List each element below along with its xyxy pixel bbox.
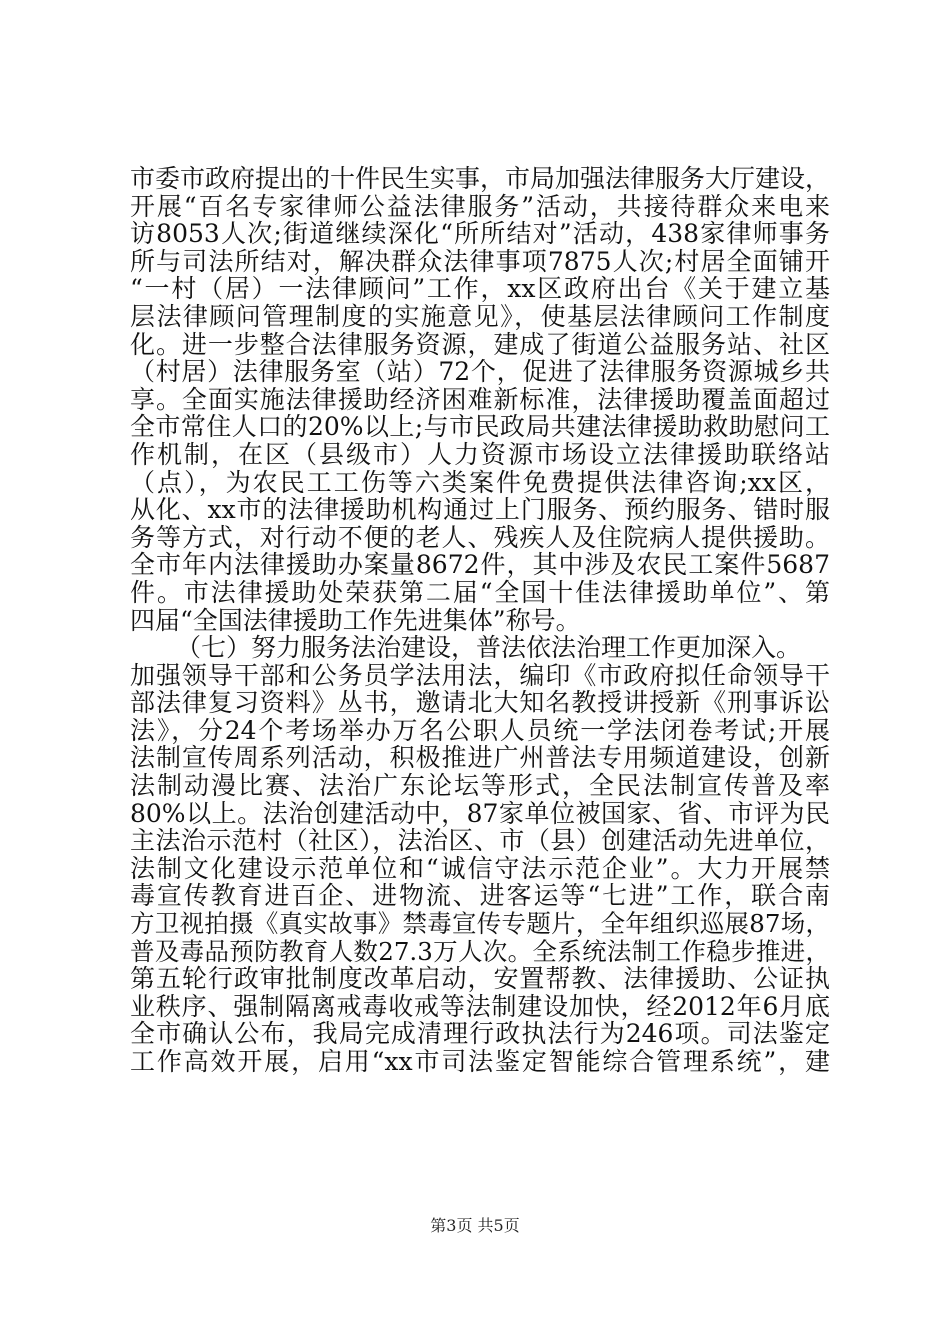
text-line: 方卫视拍摄《真实故事》禁毒宣传专题片，全年组织巡展87场，	[130, 909, 830, 939]
text-line: 工作高效开展，启用“xx市司法鉴定智能综合管理系统”，建	[130, 1047, 830, 1076]
text-line: 法》，分24个考场举办万名公职人员统一学法闭卷考试;开展	[130, 715, 830, 745]
text-line: 法制动漫比赛、法治广东论坛等形式，全民法制宣传普及率	[130, 771, 830, 801]
text-line: “一村（居）一法律顾问”工作，xx区政府出台《关于建立基	[130, 274, 830, 304]
text-line: 件。市法律援助处荣获第二届“全国十佳法律援助单位”、第	[130, 577, 830, 607]
text-line: 业秩序、强制隔离戒毒收戒等法制建设加快，经2012年6月底	[130, 991, 830, 1021]
text-line: 普及毒品预防教育人数27.3万人次。全系统法制工作稳步推进，	[130, 936, 830, 966]
text-line: 从化、xx市的法律援助机构通过上门服务、预约服务、错时服	[130, 495, 830, 525]
text-line: 主法治示范村（社区），法治区、市（县）创建活动先进单位，	[130, 826, 830, 856]
text-line: 法制文化建设示范单位和“诚信守法示范企业”。大力开展禁	[130, 853, 830, 883]
text-line: 第五轮行政审批制度改革启动，安置帮教、法律援助、公证执	[130, 964, 830, 994]
text-line: 开展“百名专家律师公益法律服务”活动，共接待群众来电来	[130, 191, 830, 221]
text-line: 层法律顾问管理制度的实施意见》，使基层法律顾问工作制度	[130, 301, 830, 331]
text-line: 部法律复习资料》丛书，邀请北大知名教授讲授新《刑事诉讼	[130, 688, 830, 718]
text-line: 加强领导干部和公务员学法用法，编印《市政府拟任命领导干	[130, 660, 830, 690]
text-line: 全市年内法律援助办案量8672件，其中涉及农民工案件5687	[130, 550, 830, 580]
text-line: 毒宣传教育进百企、进物流、进客运等“七进”工作，联合南	[130, 881, 830, 911]
body-text	[130, 165, 830, 1076]
text-line: 享。全面实施法律援助经济困难新标准，法律援助覆盖面超过	[130, 384, 830, 414]
text-line: 市委市政府提出的十件民生实事，市局加强法律服务大厅建设，	[130, 164, 831, 193]
text-line: 法制宣传周系列活动，积极推进广州普法专用频道建设，创新	[130, 743, 830, 773]
text-line: （点），为农民工工伤等六类案件免费提供法律咨询;xx区，	[130, 467, 830, 497]
text-line: 四届“全国法律援助工作先进集体”称号。	[130, 605, 581, 635]
text-line: 80%以上。法治创建活动中，87家单位被国家、省、市评为民	[130, 798, 830, 828]
section-heading-line: （七）努力服务法治建设，普法依法治理工作更加深入。	[176, 633, 802, 663]
text-line: 化。进一步整合法律服务资源，建成了街道公益服务站、社区	[130, 329, 830, 359]
text-line: 所与司法所结对，解决群众法律事项7875人次;村居全面铺开	[130, 246, 830, 276]
text-line: 全市常住人口的20%以上;与市民政局共建法律援助救助慰问工	[130, 412, 830, 442]
page-number-footer: 第3页 共5页	[430, 1216, 520, 1235]
text-line: 访8053人次;街道继续深化“所所结对”活动，438家律师事务	[130, 219, 830, 249]
text-line: （村居）法律服务室（站）72个，促进了法律服务资源城乡共	[130, 357, 830, 387]
text-line: 作机制，在区（县级市）人力资源市场设立法律援助联络站	[130, 439, 830, 469]
text-line: 全市确认公布，我局完成清理行政执法行为246项。司法鉴定	[130, 1019, 830, 1049]
text-line: 务等方式，对行动不便的老人、残疾人及住院病人提供援助。	[130, 522, 830, 552]
